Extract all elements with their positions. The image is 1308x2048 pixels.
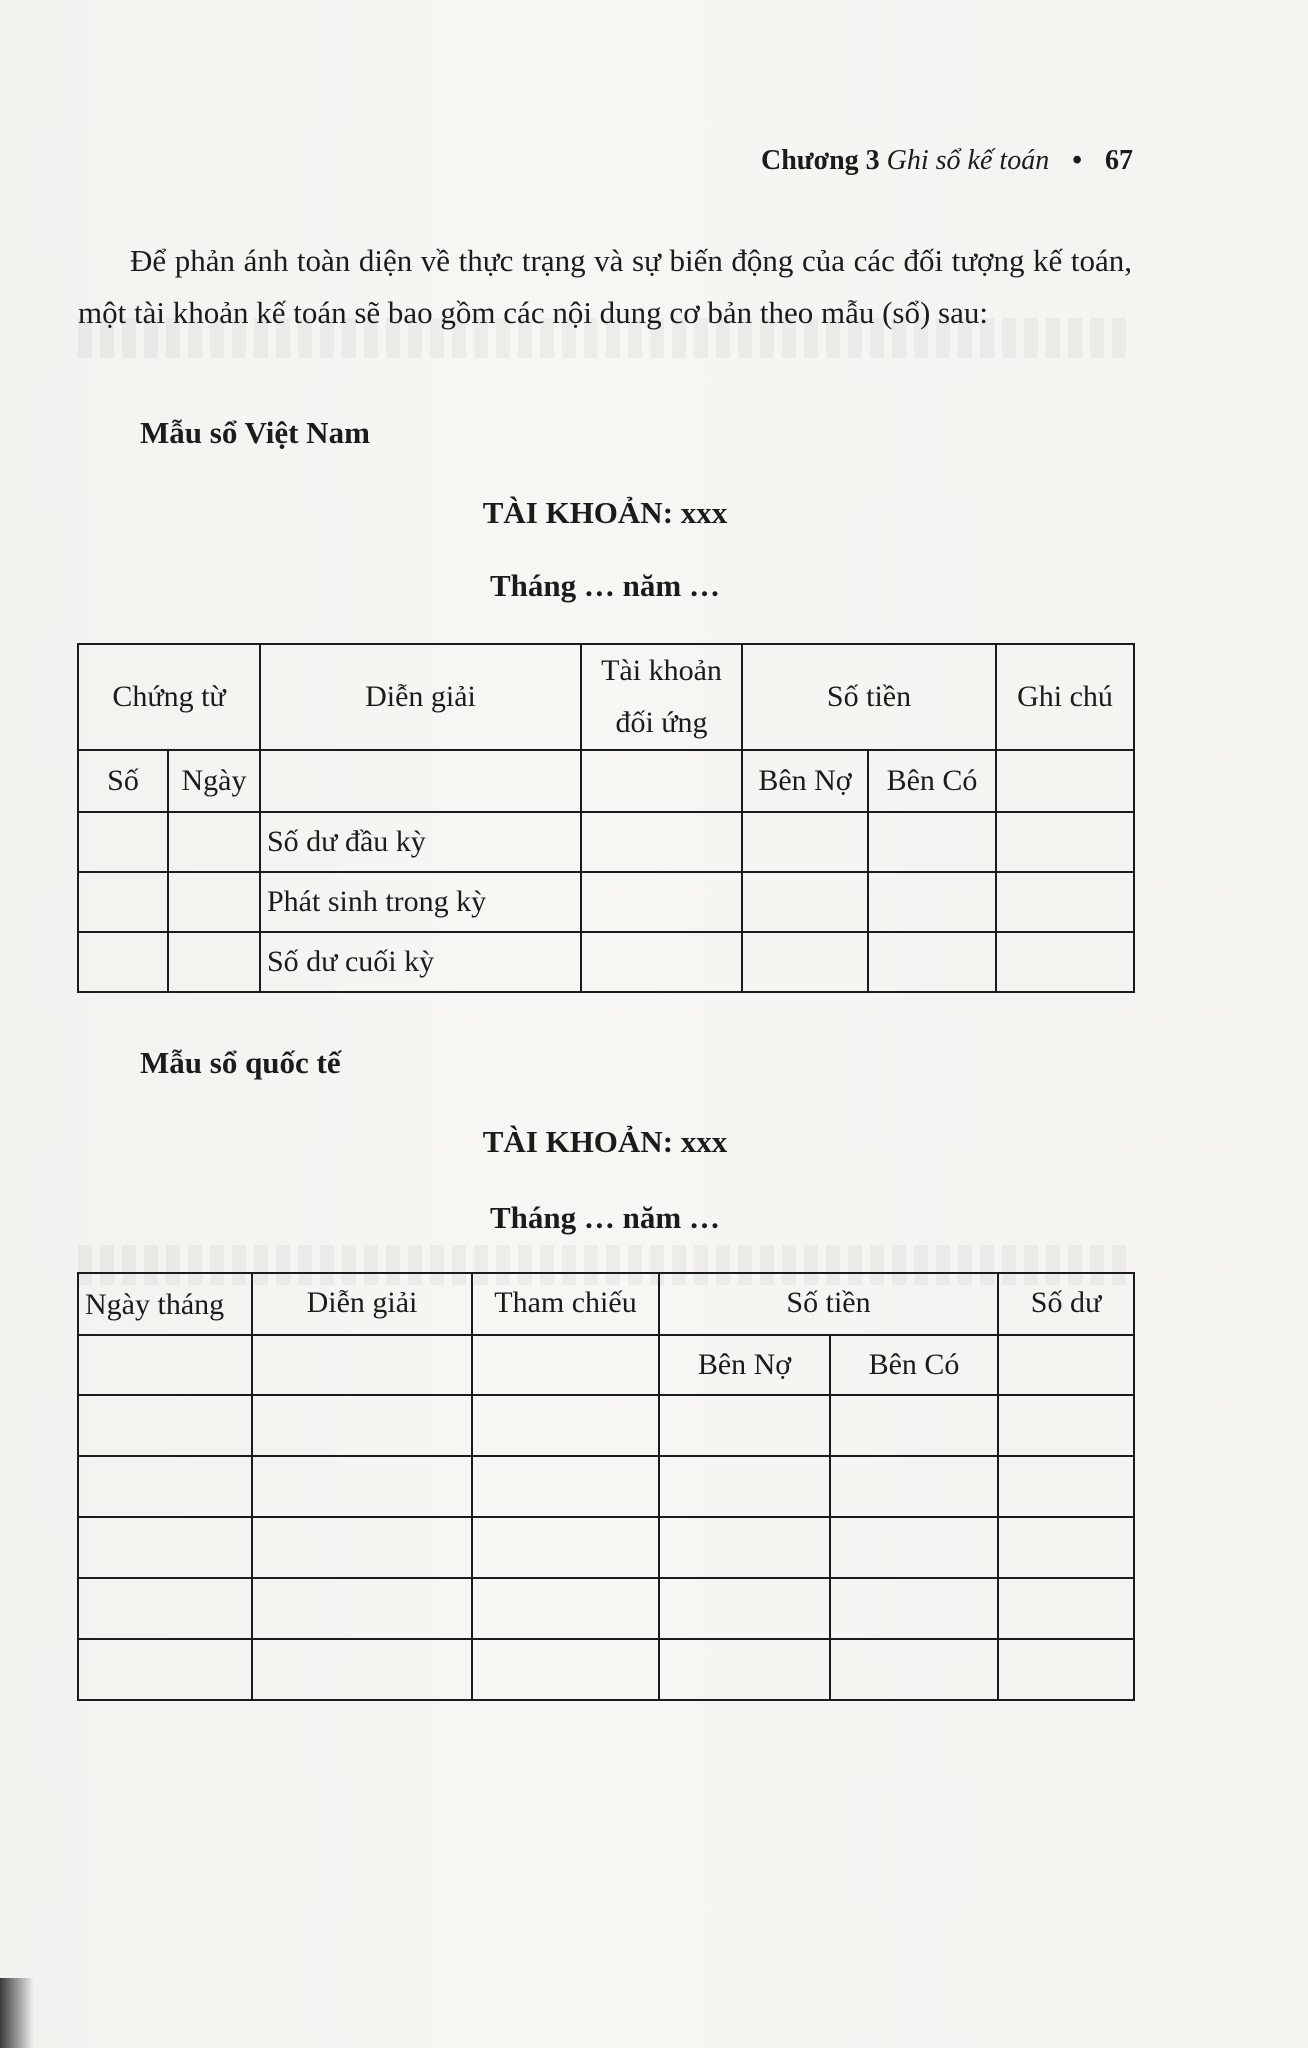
vietnam-account-title: TÀI KHOẢN: xxx xyxy=(482,495,728,530)
header-debit: Bên Nợ xyxy=(659,1335,830,1395)
header-description: Diễn giải xyxy=(260,644,581,750)
row-description: Phát sinh trong kỳ xyxy=(260,872,581,932)
table-row xyxy=(78,812,1134,872)
vietnam-ledger-table xyxy=(77,643,1135,993)
table-header-row xyxy=(78,1273,1134,1335)
international-ledger-table xyxy=(77,1272,1135,1701)
header-voucher: Chứng từ xyxy=(78,644,260,750)
header-reference: Tham chiếu xyxy=(472,1273,659,1335)
header-description: Diễn giải xyxy=(252,1273,472,1335)
header-debit: Bên Nợ xyxy=(742,750,868,812)
table-row xyxy=(78,932,1134,992)
table-header-row xyxy=(78,644,1134,750)
header-credit: Bên Có xyxy=(868,750,996,812)
international-account-title: TÀI KHOẢN: xxx xyxy=(482,1124,728,1159)
table-row xyxy=(78,1456,1134,1517)
international-period: Tháng … năm … xyxy=(490,1200,720,1235)
vietnam-period: Tháng … năm … xyxy=(490,568,720,603)
header-counter-account: Tài khoản đối ứng xyxy=(581,644,742,750)
header-amount: Số tiền xyxy=(742,644,996,750)
page-number: 67 xyxy=(1105,145,1133,176)
chapter-label: Chương 3 xyxy=(760,145,880,176)
international-form-heading: Mẫu sổ quốc tế xyxy=(140,1045,341,1080)
table-subheader-row xyxy=(78,750,1134,812)
table-row xyxy=(78,1395,1134,1456)
table-row xyxy=(78,1517,1134,1578)
chapter-title: Ghi sổ kế toán xyxy=(886,145,1050,176)
header-credit: Bên Có xyxy=(830,1335,998,1395)
header-balance: Số dư xyxy=(998,1273,1134,1335)
table-subheader-row xyxy=(78,1335,1134,1395)
table-row xyxy=(78,872,1134,932)
header-date: Ngày tháng xyxy=(78,1273,252,1335)
row-description: Số dư cuối kỳ xyxy=(260,932,581,992)
header-voucher-number: Số xyxy=(78,750,168,812)
header-voucher-date: Ngày xyxy=(168,750,260,812)
table-row xyxy=(78,1639,1134,1700)
row-description: Số dư đầu kỳ xyxy=(260,812,581,872)
header-notes: Ghi chú xyxy=(996,644,1134,750)
header-separator: • xyxy=(1072,145,1082,176)
header-amount: Số tiền xyxy=(659,1273,998,1335)
page-edge-shadow xyxy=(0,1978,34,2048)
intro-paragraph: Để phản ánh toàn diện về thực trạng và sự biến động của các đối tượng kế toán, một tài khoản kế toán sẽ bao gồm các nội dung cơ bản theo mẫu (sổ) sau: xyxy=(78,243,1132,330)
running-head xyxy=(761,145,1133,177)
vietnam-form-heading: Mẫu sổ Việt Nam xyxy=(140,415,370,450)
table-row xyxy=(78,1578,1134,1639)
